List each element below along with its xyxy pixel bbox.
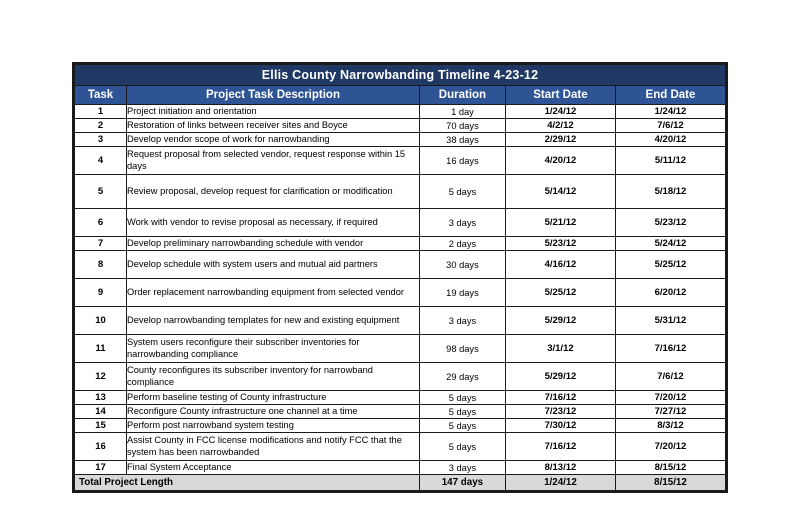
project-timeline-table: [74, 64, 726, 491]
cell-duration: 1 day: [419, 105, 505, 119]
table-row: [75, 307, 726, 335]
cell-start-date: 1/24/12: [505, 105, 615, 119]
cell-duration: 2 days: [419, 237, 505, 251]
total-label: Total Project Length: [75, 475, 420, 491]
cell-duration: 5 days: [419, 405, 505, 419]
cell-duration: 30 days: [419, 251, 505, 279]
cell-duration: 5 days: [419, 175, 505, 209]
cell-end-date: 6/20/12: [615, 279, 725, 307]
cell-start-date: 5/14/12: [505, 175, 615, 209]
cell-end-date: 7/6/12: [615, 363, 725, 391]
table-row: [75, 419, 726, 433]
cell-task-description: Restoration of links between receiver sites and Boyce: [127, 119, 420, 133]
cell-duration: 70 days: [419, 119, 505, 133]
cell-task-number: 6: [75, 209, 127, 237]
table-row: [75, 391, 726, 405]
cell-task-number: 7: [75, 237, 127, 251]
cell-duration: 5 days: [419, 433, 505, 461]
table-row: [75, 175, 726, 209]
cell-task-number: 10: [75, 307, 127, 335]
cell-task-number: 8: [75, 251, 127, 279]
cell-task-number: 13: [75, 391, 127, 405]
cell-start-date: 5/25/12: [505, 279, 615, 307]
cell-duration: 5 days: [419, 391, 505, 405]
cell-end-date: 4/20/12: [615, 133, 725, 147]
cell-end-date: 7/20/12: [615, 433, 725, 461]
cell-end-date: 7/6/12: [615, 119, 725, 133]
cell-task-number: 4: [75, 147, 127, 175]
table-title-row: [75, 65, 726, 86]
cell-task-number: 5: [75, 175, 127, 209]
cell-task-number: 14: [75, 405, 127, 419]
table-row: [75, 461, 726, 475]
cell-end-date: 8/15/12: [615, 461, 725, 475]
cell-duration: 19 days: [419, 279, 505, 307]
table-row: [75, 279, 726, 307]
cell-start-date: 7/23/12: [505, 405, 615, 419]
total-duration: 147 days: [419, 475, 505, 491]
cell-end-date: 7/20/12: [615, 391, 725, 405]
cell-task-number: 9: [75, 279, 127, 307]
cell-task-description: Final System Acceptance: [127, 461, 420, 475]
cell-start-date: 4/16/12: [505, 251, 615, 279]
cell-task-description: Develop schedule with system users and mutual aid partners: [127, 251, 420, 279]
table-row: [75, 147, 726, 175]
cell-end-date: 7/27/12: [615, 405, 725, 419]
cell-task-description: Develop preliminary narrowbanding schedule with vendor: [127, 237, 420, 251]
cell-start-date: 5/29/12: [505, 307, 615, 335]
cell-start-date: 7/16/12: [505, 391, 615, 405]
cell-start-date: 5/23/12: [505, 237, 615, 251]
table-row: [75, 119, 726, 133]
cell-task-number: 11: [75, 335, 127, 363]
cell-task-number: 1: [75, 105, 127, 119]
cell-start-date: 4/2/12: [505, 119, 615, 133]
column-header-start-date: Start Date: [505, 86, 615, 105]
cell-task-description: Work with vendor to revise proposal as necessary, if required: [127, 209, 420, 237]
cell-start-date: 8/13/12: [505, 461, 615, 475]
cell-task-number: 15: [75, 419, 127, 433]
table-row: [75, 433, 726, 461]
cell-duration: 98 days: [419, 335, 505, 363]
column-header-end-date: End Date: [615, 86, 725, 105]
cell-task-description: Review proposal, develop request for clarification or modification: [127, 175, 420, 209]
document-title: Ellis County Narrowbanding Timeline 4-23-12: [75, 65, 726, 86]
cell-task-description: Project initiation and orientation: [127, 105, 420, 119]
cell-start-date: 4/20/12: [505, 147, 615, 175]
cell-end-date: 5/11/12: [615, 147, 725, 175]
cell-end-date: 1/24/12: [615, 105, 725, 119]
cell-task-description: Reconfigure County infrastructure one channel at a time: [127, 405, 420, 419]
table-row: [75, 335, 726, 363]
cell-end-date: 7/16/12: [615, 335, 725, 363]
cell-task-description: Develop narrowbanding templates for new and existing equipment: [127, 307, 420, 335]
total-start-date: 1/24/12: [505, 475, 615, 491]
cell-task-number: 3: [75, 133, 127, 147]
cell-task-description: System users reconfigure their subscriber inventories for narrowbanding compliance: [127, 335, 420, 363]
total-end-date: 8/15/12: [615, 475, 725, 491]
cell-duration: 16 days: [419, 147, 505, 175]
cell-duration: 3 days: [419, 307, 505, 335]
column-header-task: Task: [75, 86, 127, 105]
cell-task-description: Perform post narrowband system testing: [127, 419, 420, 433]
cell-task-number: 16: [75, 433, 127, 461]
cell-start-date: 7/16/12: [505, 433, 615, 461]
cell-start-date: 2/29/12: [505, 133, 615, 147]
cell-end-date: 8/3/12: [615, 419, 725, 433]
table-row: [75, 133, 726, 147]
timeline-table-container: [72, 62, 728, 493]
table-row: [75, 105, 726, 119]
cell-duration: 38 days: [419, 133, 505, 147]
table-row: [75, 363, 726, 391]
cell-task-number: 17: [75, 461, 127, 475]
cell-duration: 29 days: [419, 363, 505, 391]
cell-task-number: 12: [75, 363, 127, 391]
table-row: [75, 405, 726, 419]
cell-end-date: 5/23/12: [615, 209, 725, 237]
total-row: [75, 475, 726, 491]
table-body: [75, 65, 726, 491]
cell-end-date: 5/25/12: [615, 251, 725, 279]
cell-task-description: Order replacement narrowbanding equipment from selected vendor: [127, 279, 420, 307]
cell-task-description: Assist County in FCC license modifications and notify FCC that the system has been narrowbanded: [127, 433, 420, 461]
table-row: [75, 237, 726, 251]
cell-task-description: Develop vendor scope of work for narrowbanding: [127, 133, 420, 147]
cell-duration: 5 days: [419, 419, 505, 433]
cell-start-date: 3/1/12: [505, 335, 615, 363]
cell-end-date: 5/24/12: [615, 237, 725, 251]
cell-end-date: 5/31/12: [615, 307, 725, 335]
cell-duration: 3 days: [419, 209, 505, 237]
cell-start-date: 5/29/12: [505, 363, 615, 391]
cell-start-date: 5/21/12: [505, 209, 615, 237]
table-row: [75, 209, 726, 237]
cell-task-description: Request proposal from selected vendor, request response within 15 days: [127, 147, 420, 175]
cell-end-date: 5/18/12: [615, 175, 725, 209]
cell-task-description: Perform baseline testing of County infrastructure: [127, 391, 420, 405]
cell-duration: 3 days: [419, 461, 505, 475]
cell-task-number: 2: [75, 119, 127, 133]
table-row: [75, 251, 726, 279]
cell-task-description: County reconfigures its subscriber inventory for narrowband compliance: [127, 363, 420, 391]
column-header-duration: Duration: [419, 86, 505, 105]
cell-start-date: 7/30/12: [505, 419, 615, 433]
column-header-description: Project Task Description: [127, 86, 420, 105]
table-header-row: [75, 86, 726, 105]
